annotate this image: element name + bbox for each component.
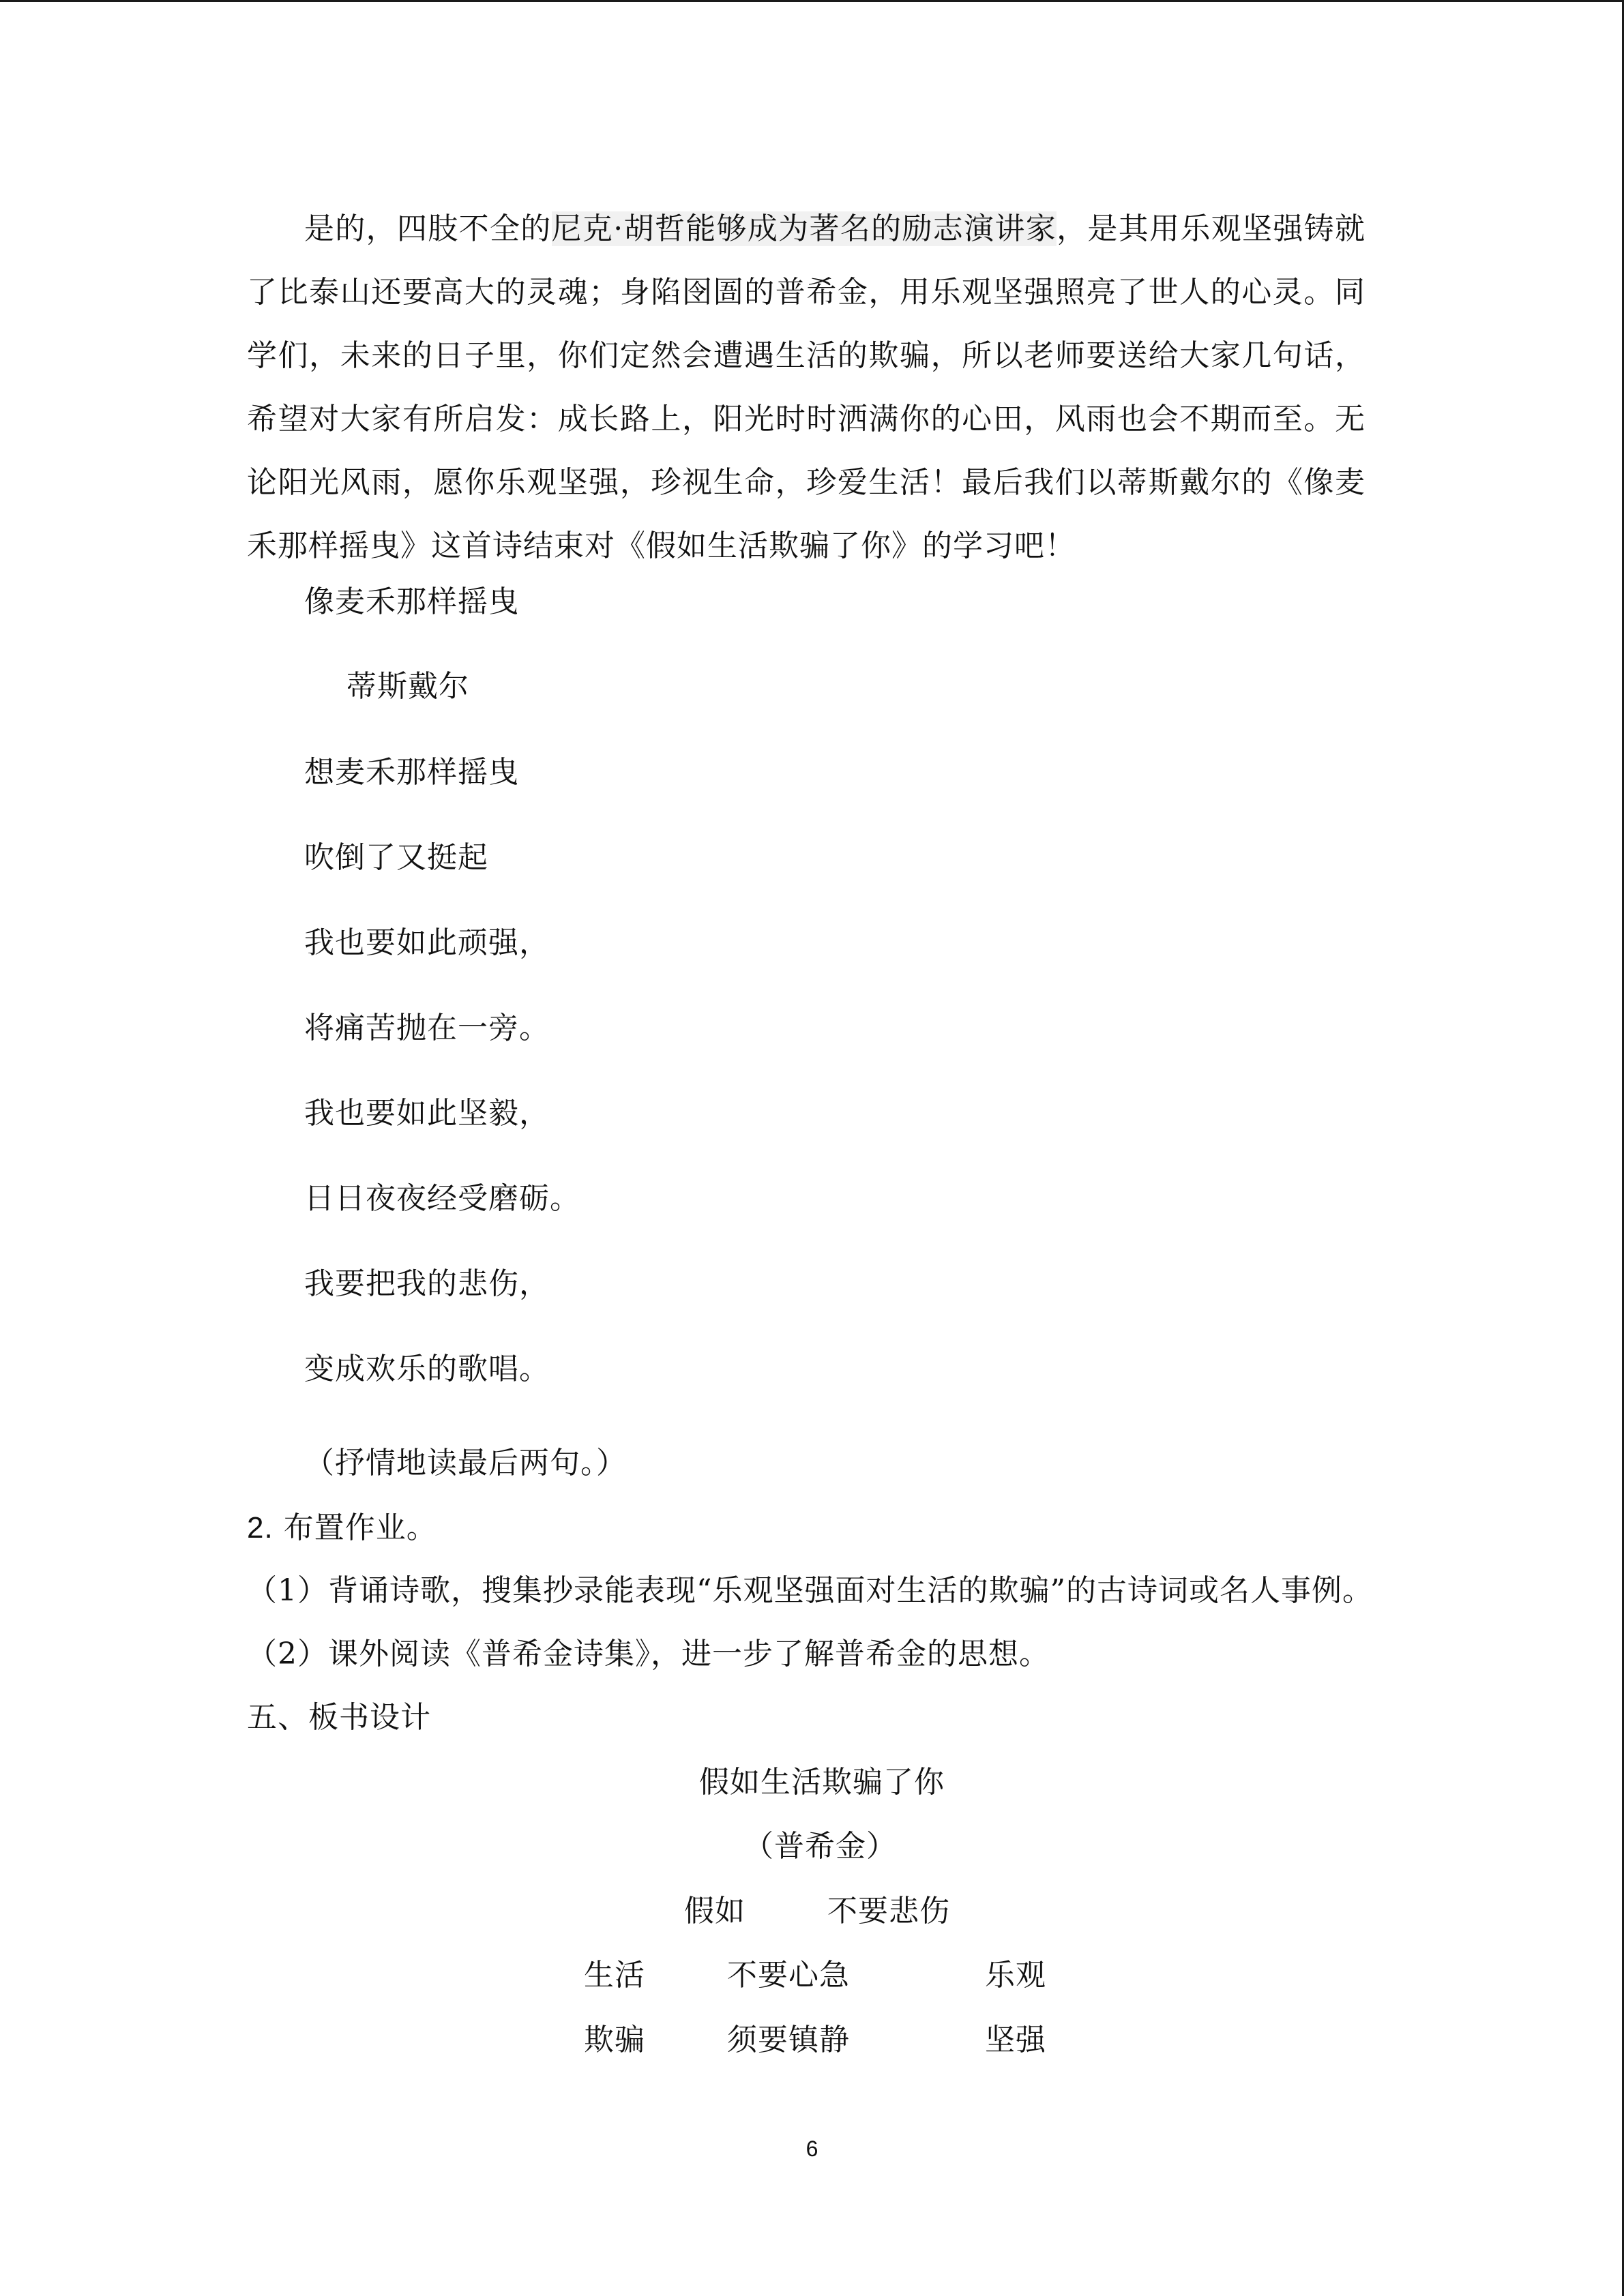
poem-line: 将痛苦抛在一旁。: [304, 1011, 550, 1045]
homework-item: [247, 1635, 1050, 1673]
poem-line: 日日夜夜经受磨砺。: [304, 1181, 580, 1216]
homework-item-marker: （2）: [247, 1637, 328, 1671]
board-row3-col-c: 坚强: [985, 2023, 1046, 2057]
reading-note: （抒情地读最后两句。）: [304, 1446, 627, 1480]
homework-item: [247, 1572, 1373, 1610]
poem-line: 变成欢乐的歌唱。: [304, 1352, 550, 1386]
board-row3-col-a: 欺骗: [584, 2023, 645, 2057]
page-number: 6: [806, 2136, 818, 2161]
homework-heading-text: 布置作业。: [283, 1510, 437, 1545]
section-heading: 五、板书设计: [247, 1700, 431, 1735]
homework-item-text: 课外阅读《普希金诗集》，进一步了解普希金的思想。: [328, 1637, 1050, 1671]
board-row1-col-b: 不要悲伤: [827, 1894, 950, 1928]
poem-line: 我也要如此坚毅，: [304, 1096, 550, 1131]
intro-text-after: ，是其用乐观坚强铸就了比泰山还要高大的灵魂；身陷囹圄的普希金，用乐观坚强照亮了世人的心灵。同学们，未来的日子里，你们定然会遭遇生活的欺骗，所以老师要送给大家几句话，希望对大家有所启发：成长路上，阳光时时洒满你的心田，风雨也会不期而至。无论阳光风雨，愿你乐观坚强，珍视生命，珍爱生活！最后我们以蒂斯戴尔的《像麦禾那样摇曳》这首诗结束对《假如生活欺骗了你》的学习吧！: [247, 211, 1366, 563]
poem-line: 想麦禾那样摇曳: [304, 755, 519, 790]
poem-line: 我要把我的悲伤，: [304, 1266, 550, 1301]
board-row2-col-c: 乐观: [985, 1958, 1046, 1993]
homework-item-marker: （1）: [247, 1573, 328, 1608]
poem-line: 吹倒了又挺起: [304, 840, 488, 875]
poem-line: 我也要如此顽强，: [304, 925, 550, 960]
board-row1-col-a: 假如: [684, 1894, 745, 1928]
intro-highlighted-text: 尼克·胡哲能够成为著名的励志演讲家: [551, 211, 1057, 246]
intro-text-before: 是的，四肢不全的: [304, 211, 552, 246]
poem-author: 蒂斯戴尔: [346, 669, 469, 704]
homework-heading: [247, 1509, 437, 1547]
board-author: （普希金）: [743, 1829, 897, 1864]
board-row2-col-a: 生活: [584, 1958, 645, 1993]
board-row2-col-b: 不要心急: [727, 1958, 850, 1993]
homework-item-text: 背诵诗歌，搜集抄录能表现“乐观坚强面对生活的欺骗”的古诗词或名人事例。: [328, 1573, 1373, 1608]
intro-paragraph: [247, 197, 1365, 578]
board-title: 假如生活欺骗了你: [699, 1765, 945, 1800]
poem-title: 像麦禾那样摇曳: [304, 584, 519, 619]
board-row3-col-b: 须要镇静: [727, 2023, 850, 2057]
homework-number: 2.: [247, 1511, 274, 1545]
